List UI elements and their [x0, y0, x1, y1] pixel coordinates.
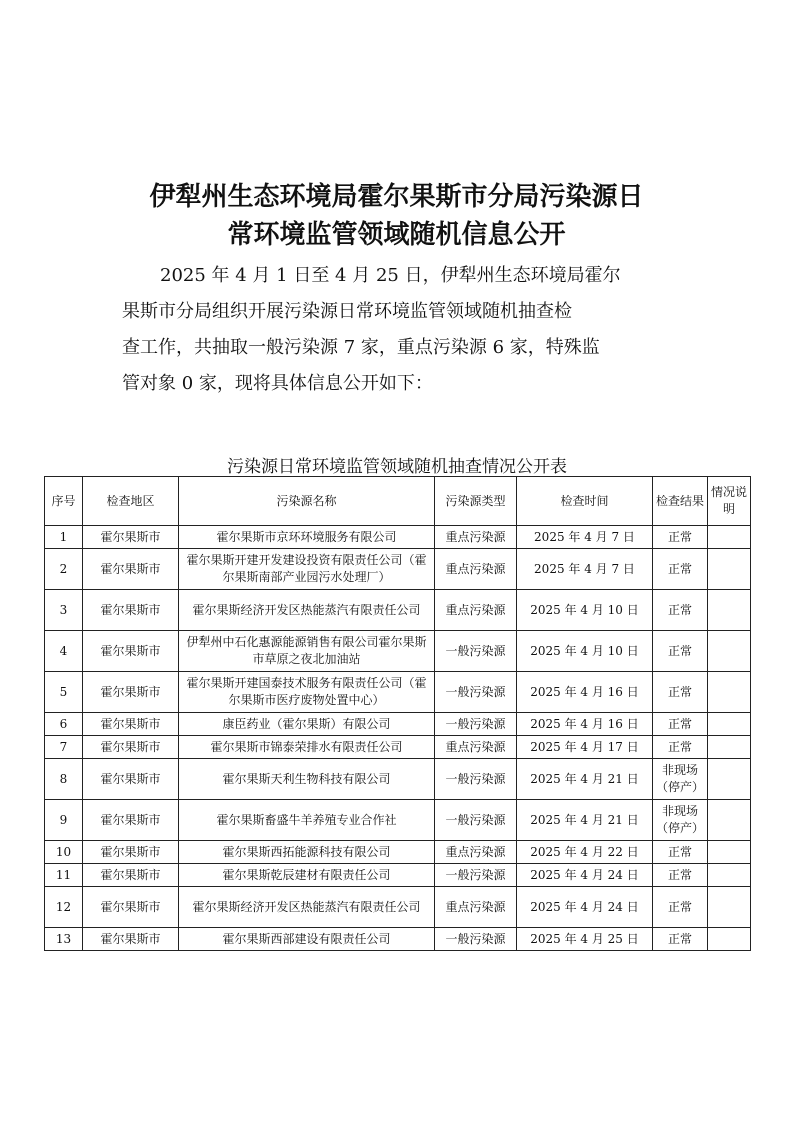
cell-result: 正常 — [653, 549, 708, 590]
cell-name: 康臣药业（霍尔果斯）有限公司 — [179, 713, 435, 736]
cell-note — [708, 736, 751, 759]
cell-result: 非现场（停产） — [653, 759, 708, 800]
cell-type: 重点污染源 — [435, 526, 517, 549]
cell-note — [708, 526, 751, 549]
document-title-line-1: 伊犁州生态环境局霍尔果斯市分局污染源日 — [149, 182, 644, 212]
cell-note — [708, 631, 751, 672]
table-row — [45, 864, 751, 887]
cell-result: 正常 — [653, 631, 708, 672]
cell-result: 正常 — [653, 887, 708, 928]
cell-type: 重点污染源 — [435, 841, 517, 864]
table-row — [45, 759, 751, 800]
cell-area: 霍尔果斯市 — [83, 800, 179, 841]
cell-note — [708, 759, 751, 800]
cell-area: 霍尔果斯市 — [83, 841, 179, 864]
cell-type: 一般污染源 — [435, 800, 517, 841]
cell-seq: 8 — [45, 759, 83, 800]
cell-name: 霍尔果斯市锦泰荣排水有限责任公司 — [179, 736, 435, 759]
cell-note — [708, 549, 751, 590]
cell-note — [708, 887, 751, 928]
table-row — [45, 549, 751, 590]
cell-result: 正常 — [653, 713, 708, 736]
cell-type: 一般污染源 — [435, 759, 517, 800]
cell-area: 霍尔果斯市 — [83, 713, 179, 736]
cell-seq: 4 — [45, 631, 83, 672]
cell-name: 霍尔果斯经济开发区热能蒸汽有限责任公司 — [179, 590, 435, 631]
cell-note — [708, 590, 751, 631]
cell-area: 霍尔果斯市 — [83, 672, 179, 713]
cell-result: 正常 — [653, 864, 708, 887]
table-row — [45, 841, 751, 864]
cell-type: 一般污染源 — [435, 672, 517, 713]
cell-area: 霍尔果斯市 — [83, 887, 179, 928]
cell-seq: 13 — [45, 928, 83, 951]
table-row — [45, 887, 751, 928]
cell-note — [708, 672, 751, 713]
cell-date: 2025 年 4 月 10 日 — [517, 590, 653, 631]
cell-date: 2025 年 4 月 16 日 — [517, 672, 653, 713]
intro-line: 果斯市分局组织开展污染源日常环境监管领域随机抽查检 — [122, 301, 572, 322]
cell-date: 2025 年 4 月 21 日 — [517, 800, 653, 841]
cell-area: 霍尔果斯市 — [83, 864, 179, 887]
cell-name: 霍尔果斯西拓能源科技有限公司 — [179, 841, 435, 864]
cell-type: 重点污染源 — [435, 549, 517, 590]
table-row — [45, 713, 751, 736]
cell-note — [708, 713, 751, 736]
cell-seq: 5 — [45, 672, 83, 713]
cell-date: 2025 年 4 月 17 日 — [517, 736, 653, 759]
cell-date: 2025 年 4 月 7 日 — [517, 526, 653, 549]
cell-name: 霍尔果斯经济开发区热能蒸汽有限责任公司 — [179, 887, 435, 928]
cell-seq: 1 — [45, 526, 83, 549]
cell-date: 2025 年 4 月 21 日 — [517, 759, 653, 800]
document-title — [60, 178, 733, 254]
intro-paragraph — [122, 258, 682, 402]
cell-area: 霍尔果斯市 — [83, 526, 179, 549]
cell-date: 2025 年 4 月 24 日 — [517, 864, 653, 887]
cell-date: 2025 年 4 月 16 日 — [517, 713, 653, 736]
cell-date: 2025 年 4 月 7 日 — [517, 549, 653, 590]
cell-area: 霍尔果斯市 — [83, 549, 179, 590]
intro-line: 查工作，共抽取一般污染源 7 家，重点污染源 6 家，特殊监 — [122, 337, 600, 358]
cell-result: 非现场（停产） — [653, 800, 708, 841]
cell-type: 重点污染源 — [435, 887, 517, 928]
cell-type: 一般污染源 — [435, 713, 517, 736]
cell-name: 霍尔果斯开建国泰技术服务有限责任公司（霍尔果斯市医疗废物处置中心） — [179, 672, 435, 713]
cell-name: 霍尔果斯乾辰建材有限责任公司 — [179, 864, 435, 887]
cell-area: 霍尔果斯市 — [83, 928, 179, 951]
cell-result: 正常 — [653, 526, 708, 549]
cell-result: 正常 — [653, 928, 708, 951]
inspection-table — [44, 476, 751, 951]
header-note: 情况说明 — [708, 477, 751, 526]
cell-date: 2025 年 4 月 10 日 — [517, 631, 653, 672]
cell-area: 霍尔果斯市 — [83, 759, 179, 800]
cell-seq: 6 — [45, 713, 83, 736]
cell-note — [708, 928, 751, 951]
cell-type: 一般污染源 — [435, 631, 517, 672]
cell-note — [708, 841, 751, 864]
cell-name: 伊犁州中石化惠源能源销售有限公司霍尔果斯市草原之夜北加油站 — [179, 631, 435, 672]
cell-name: 霍尔果斯天利生物科技有限公司 — [179, 759, 435, 800]
cell-name: 霍尔果斯开建开发建设投资有限责任公司（霍尔果斯南部产业园污水处理厂） — [179, 549, 435, 590]
header-name: 污染源名称 — [179, 477, 435, 526]
table-row — [45, 736, 751, 759]
table-row — [45, 672, 751, 713]
cell-seq: 7 — [45, 736, 83, 759]
header-result: 检查结果 — [653, 477, 708, 526]
header-date: 检查时间 — [517, 477, 653, 526]
header-area: 检查地区 — [83, 477, 179, 526]
cell-date: 2025 年 4 月 22 日 — [517, 841, 653, 864]
header-seq: 序号 — [45, 477, 83, 526]
cell-result: 正常 — [653, 672, 708, 713]
cell-name: 霍尔果斯市京环环境服务有限公司 — [179, 526, 435, 549]
cell-area: 霍尔果斯市 — [83, 590, 179, 631]
cell-type: 重点污染源 — [435, 736, 517, 759]
cell-result: 正常 — [653, 736, 708, 759]
cell-seq: 10 — [45, 841, 83, 864]
table-header-row — [45, 477, 751, 526]
cell-note — [708, 800, 751, 841]
cell-seq: 9 — [45, 800, 83, 841]
cell-type: 一般污染源 — [435, 928, 517, 951]
cell-seq: 2 — [45, 549, 83, 590]
cell-name: 霍尔果斯西部建设有限责任公司 — [179, 928, 435, 951]
document-title-line-2: 常环境监管领域随机信息公开 — [227, 220, 566, 250]
table-row — [45, 928, 751, 951]
cell-date: 2025 年 4 月 24 日 — [517, 887, 653, 928]
table-row — [45, 800, 751, 841]
cell-area: 霍尔果斯市 — [83, 631, 179, 672]
cell-result: 正常 — [653, 841, 708, 864]
intro-line: 管对象 0 家，现将具体信息公开如下： — [122, 373, 433, 394]
cell-seq: 12 — [45, 887, 83, 928]
table-row — [45, 590, 751, 631]
cell-seq: 11 — [45, 864, 83, 887]
intro-line: 2025 年 4 月 1 日至 4 月 25 日，伊犁州生态环境局霍尔 — [160, 265, 621, 286]
table-body — [45, 526, 751, 951]
cell-type: 重点污染源 — [435, 590, 517, 631]
cell-date: 2025 年 4 月 25 日 — [517, 928, 653, 951]
cell-seq: 3 — [45, 590, 83, 631]
cell-note — [708, 864, 751, 887]
table-row — [45, 631, 751, 672]
table-title: 污染源日常环境监管领域随机抽查情况公开表 — [227, 457, 567, 477]
header-type: 污染源类型 — [435, 477, 517, 526]
cell-area: 霍尔果斯市 — [83, 736, 179, 759]
cell-name: 霍尔果斯畜盛牛羊养殖专业合作社 — [179, 800, 435, 841]
table-row — [45, 526, 751, 549]
cell-type: 一般污染源 — [435, 864, 517, 887]
cell-result: 正常 — [653, 590, 708, 631]
